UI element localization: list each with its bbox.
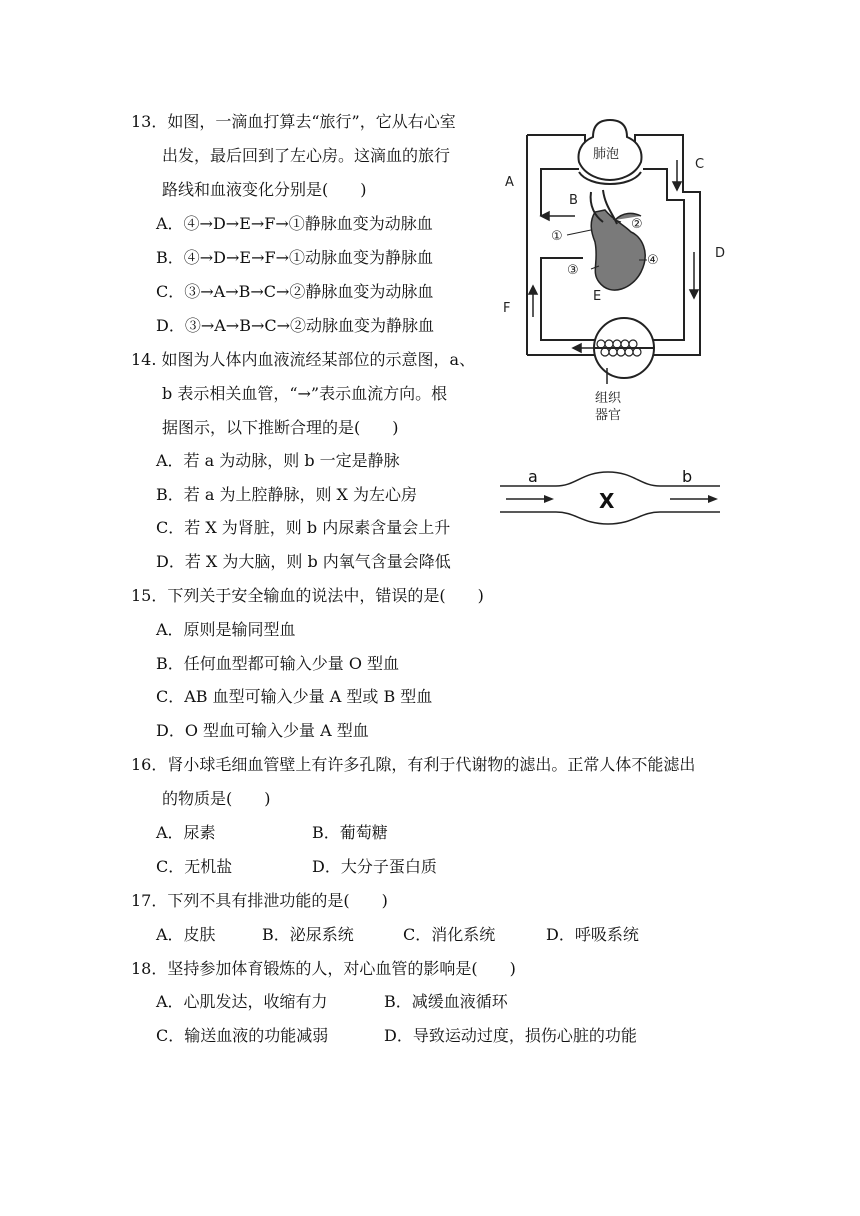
q14-option-b[interactable]: B．若 a 为上腔静脉，则 X 为左心房 — [156, 485, 418, 504]
q14-option-a[interactable]: A．若 a 为动脉，则 b 一定是静脉 — [156, 451, 400, 470]
label-n1: ① — [551, 229, 563, 244]
label-C: C — [695, 157, 705, 172]
label-E: E — [593, 289, 602, 304]
q15-stem: 15．下列关于安全输血的说法中，错误的是( ) — [131, 586, 484, 605]
q18-option-c[interactable]: C．输送血液的功能减弱 — [156, 1026, 329, 1045]
heart — [591, 190, 646, 290]
q13-stem-line-2: 出发，最后回到了左心房。这滴血的旅行 — [162, 146, 451, 165]
q13-stem-line-1: 13．如图，一滴血打算去“旅行”，它从右心室 — [131, 112, 456, 131]
vessel-diagram — [498, 468, 723, 528]
q14-stem-line-1: 14. 如图为人体内血液流经某部位的示意图，a、 — [131, 350, 476, 369]
label-A: A — [505, 175, 514, 190]
organ-label-X: X — [599, 489, 615, 513]
q13-option-d[interactable]: D．③→A→B→C→②动脉血变为静脉血 — [156, 316, 435, 335]
q17-option-b[interactable]: B．泌尿系统 — [262, 925, 354, 944]
q18-option-b[interactable]: B．减缓血液循环 — [384, 992, 508, 1011]
q15-option-d[interactable]: D．O 型血可输入少量 A 型血 — [156, 721, 369, 740]
q16-option-d[interactable]: D．大分子蛋白质 — [312, 857, 437, 876]
circulation-diagram — [495, 112, 735, 430]
q14-option-d[interactable]: D．若 X 为大脑，则 b 内氧气含量会降低 — [156, 552, 451, 571]
label-alveoli: 肺泡 — [593, 147, 620, 162]
label-n4: ④ — [647, 253, 659, 268]
q13-option-c[interactable]: C．③→A→B→C→②静脉血变为动脉血 — [156, 282, 434, 301]
q13-option-b[interactable]: B．④→D→E→F→①动脉血变为静脉血 — [156, 248, 433, 267]
label-n3: ③ — [567, 263, 579, 278]
q16-stem-line-2: 的物质是( ) — [162, 789, 271, 808]
q14-stem-line-2: b 表示相关血管，“→”表示血流方向。根 — [162, 384, 448, 403]
q17-option-c[interactable]: C．消化系统 — [403, 925, 496, 944]
q16-option-b[interactable]: B．葡萄糖 — [312, 823, 388, 842]
q18-option-d[interactable]: D．导致运动过度，损伤心脏的功能 — [384, 1026, 637, 1045]
label-tissue-1: 组织 — [595, 391, 622, 406]
vessel-label-b: b — [682, 468, 693, 486]
label-n2: ② — [631, 217, 643, 232]
q13-option-a[interactable]: A．④→D→E→F→①静脉血变为动脉血 — [156, 214, 433, 233]
label-F: F — [503, 301, 511, 316]
label-D: D — [715, 246, 726, 261]
label-B: B — [569, 193, 578, 208]
q15-option-b[interactable]: B．任何血型都可输入少量 O 型血 — [156, 654, 400, 673]
q17-option-a[interactable]: A．皮肤 — [156, 925, 216, 944]
q17-option-d[interactable]: D．呼吸系统 — [546, 925, 639, 944]
q14-stem-line-3: 据图示，以下推断合理的是( ) — [162, 418, 399, 437]
q16-option-a[interactable]: A．尿素 — [156, 823, 216, 842]
label-tissue-2: 器官 — [595, 408, 622, 423]
q18-stem: 18．坚持参加体育锻炼的人，对心血管的影响是( ) — [131, 959, 516, 978]
vessel-label-a: a — [528, 468, 538, 486]
q18-option-a[interactable]: A．心肌发达，收缩有力 — [156, 992, 328, 1011]
q17-stem: 17．下列不具有排泄功能的是( ) — [131, 891, 388, 910]
q15-option-c[interactable]: C．AB 血型可输入少量 A 型或 B 型血 — [156, 687, 433, 706]
q14-option-c[interactable]: C．若 X 为肾脏，则 b 内尿素含量会上升 — [156, 518, 451, 537]
q13-stem-line-3: 路线和血液变化分别是( ) — [162, 180, 367, 199]
q15-option-a[interactable]: A．原则是输同型血 — [156, 620, 296, 639]
q16-option-c[interactable]: C．无机盐 — [156, 857, 233, 876]
q16-stem-line-1: 16．肾小球毛细血管壁上有许多孔隙，有利于代谢物的滤出。正常人体不能滤出 — [131, 755, 696, 774]
